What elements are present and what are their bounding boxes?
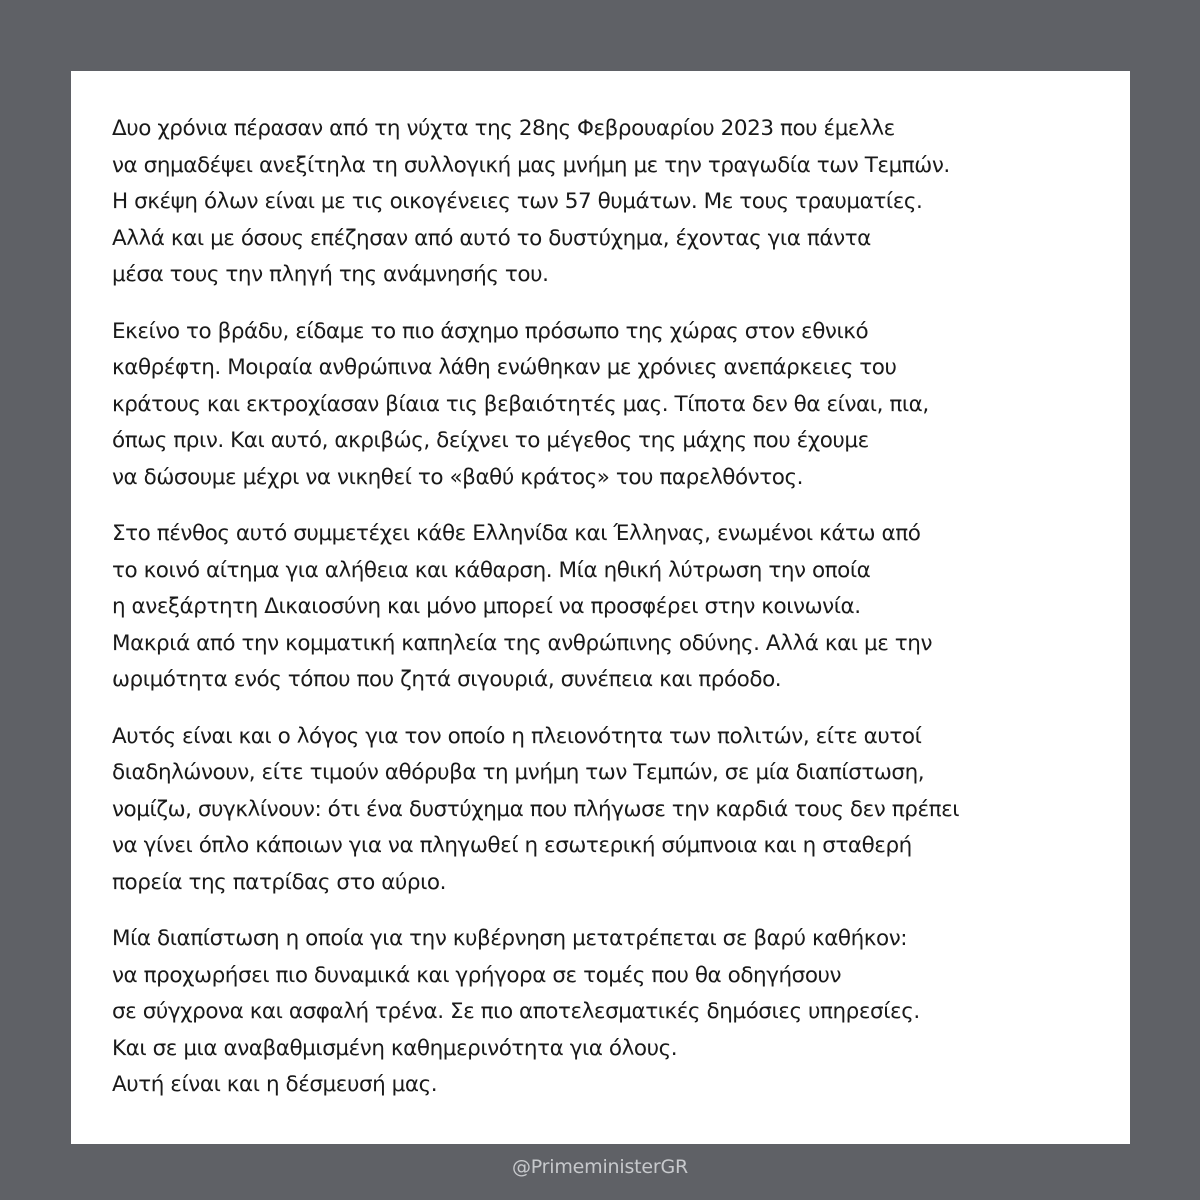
text-line: διαδηλώνουν, είτε τιμούν αθόρυβα τη μνήμη των Τεμπών, σε μία διαπίστωση, <box>112 760 925 785</box>
text-line: να προχωρήσει πιο δυναμικά και γρήγορα σε τομές που θα οδηγήσουν <box>112 962 842 988</box>
text-line: το κοινό αίτημα για αλήθεια και κάθαρση. Μία ηθική λύτρωση την οποία <box>112 557 871 583</box>
text-line: κράτους και εκτροχίασαν βίαια τις βεβαιότητές μας. Τίποτα δεν θα είναι, πια, <box>112 391 929 417</box>
text-line: να γίνει όπλο κάποιων για να πληγωθεί η εσωτερική σύμπνοια και η σταθερή <box>112 833 912 858</box>
text-line: Και σε μια αναβαθμισμένη καθημερινότητα για όλους. <box>112 1035 678 1061</box>
text-line: Στο πένθος αυτό συμμετέχει κάθε Ελληνίδα και Έλληνας, ενωμένοι κάτω από <box>112 521 921 546</box>
text-line: Αυτή είναι και η δέσμευσή μας. <box>112 1072 438 1097</box>
text-line: Μακριά από την κομματική καπηλεία της ανθρώπινης οδύνης. Αλλά και με την <box>112 630 933 656</box>
text-line: Εκείνο το βράδυ, είδαμε το πιο άσχημο πρόσωπο της χώρας στον εθνικό <box>112 318 869 344</box>
paragraph <box>112 719 1110 902</box>
statement-card <box>71 71 1130 1144</box>
text-line: Αυτός είναι και ο λόγος για τον οποίο η πλειονότητα των πολιτών, είτε αυτοί <box>112 723 922 749</box>
text-line: Αλλά και με όσους επέζησαν από αυτό το δυστύχημα, έχοντας για πάντα <box>112 225 871 251</box>
text-line: καθρέφτη. Μοιραία ανθρώπινα λάθη ενώθηκαν με χρόνιες ανεπάρκειες του <box>112 355 897 380</box>
text-line: ωριμότητα ενός τόπου που ζητά σιγουριά, συνέπεια και πρόοδο. <box>112 667 782 692</box>
text-line: μέσα τους την πληγή της ανάμνησής του. <box>112 262 549 287</box>
text-line: Η σκέψη όλων είναι με τις οικογένειες των 57 θυμάτων. Με τους τραυματίες. <box>112 189 923 214</box>
text-line: να σημαδέψει ανεξίτηλα τη συλλογική μας μνήμη με την τραγωδία των Τεμπών. <box>112 152 950 178</box>
text-line: η ανεξάρτητη Δικαιοσύνη και μόνο μπορεί να προσφέρει στην κοινωνία. <box>112 594 861 619</box>
text-line: να δώσουμε μέχρι να νικηθεί το «βαθύ κράτος» του παρελθόντος. <box>112 464 803 490</box>
paragraph <box>112 921 1110 1104</box>
paragraph <box>112 111 1110 294</box>
paragraph <box>112 314 1110 497</box>
account-handle: @PrimeministerGR <box>511 1156 689 1178</box>
text-line: Μία διαπίστωση η οποία για την κυβέρνηση μετατρέπεται σε βαρύ καθήκον: <box>112 926 908 951</box>
text-line: Δυο χρόνια πέρασαν από τη νύχτα της 28ης Φεβρουαρίου 2023 που έμελλε <box>112 116 895 141</box>
text-line: νομίζω, συγκλίνουν: ότι ένα δυστύχημα που πλήγωσε την καρδιά τους δεν πρέπει <box>112 796 960 822</box>
paragraph <box>112 516 1110 699</box>
text-line: όπως πριν. Και αυτό, ακριβώς, δείχνει το μέγεθος της μάχης που έχουμε <box>112 428 869 453</box>
text-line: σε σύγχρονα και ασφαλή τρένα. Σε πιο αποτελεσματικές δημόσιες υπηρεσίες. <box>112 999 920 1024</box>
text-line: πορεία της πατρίδας στο αύριο. <box>112 869 447 895</box>
